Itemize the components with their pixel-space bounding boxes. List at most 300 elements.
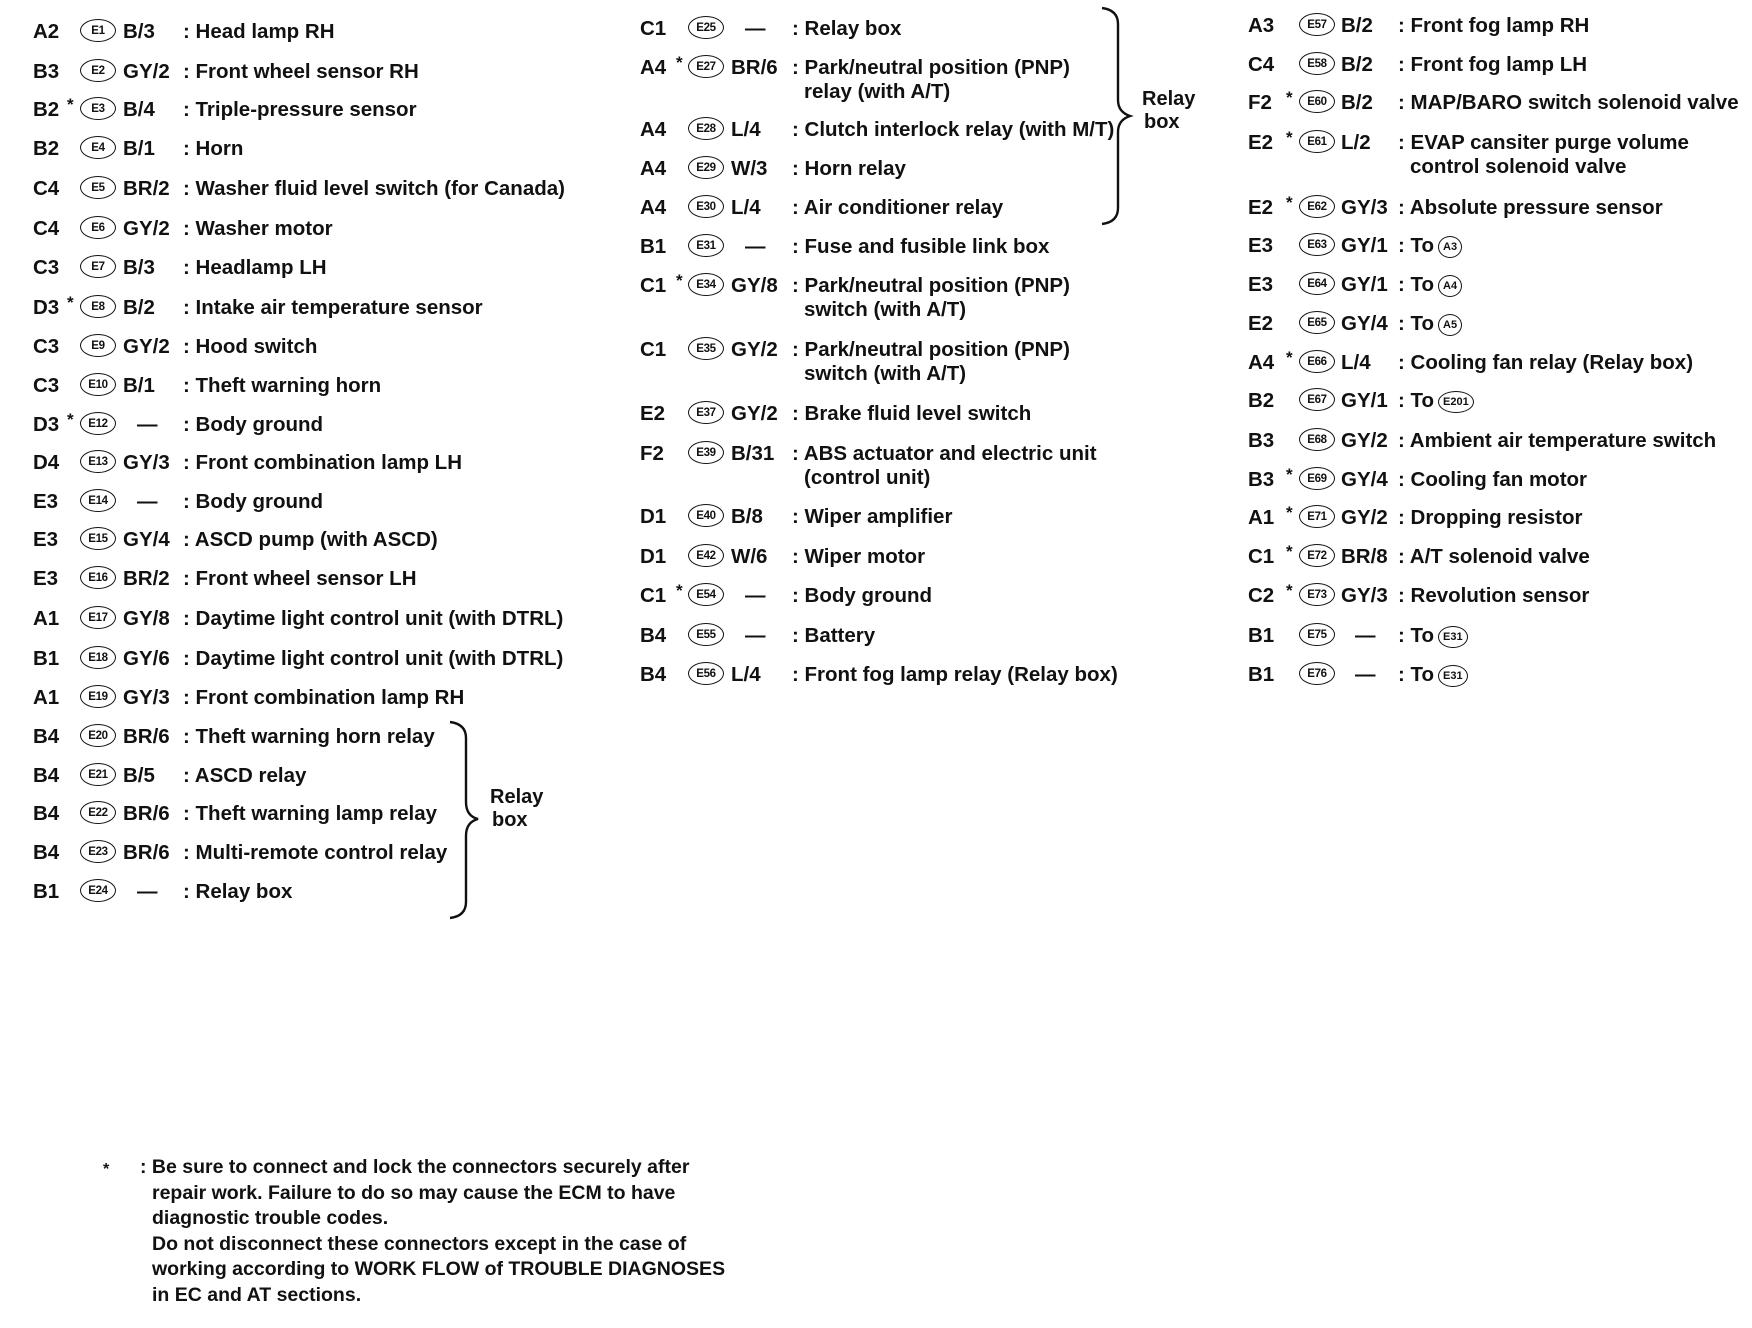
connector-number-badge: E69 — [1299, 467, 1335, 490]
connector-number-badge: E60 — [1299, 90, 1335, 113]
connector-number-badge: E9 — [80, 334, 116, 357]
connector-number-badge: E23 — [80, 840, 116, 863]
grid-reference: B4 — [33, 841, 60, 864]
description-line: : EVAP cansiter purge volume — [1398, 131, 1689, 154]
connector-description — [1398, 312, 1462, 336]
relay-box-label-2: Relay box — [1142, 88, 1196, 133]
connector-color-pins: GY/6 — [123, 647, 170, 670]
grid-reference: B4 — [33, 725, 60, 748]
grid-reference: B1 — [33, 880, 60, 903]
connector-description — [1398, 14, 1589, 38]
connector-description — [183, 60, 419, 84]
connector-number-badge: E31 — [688, 234, 724, 257]
grid-reference: C1 — [640, 17, 667, 40]
connector-number-badge: E2 — [80, 59, 116, 82]
connector-number-badge: E62 — [1299, 195, 1335, 218]
connector-number-badge: E21 — [80, 763, 116, 786]
grid-reference: E2 — [1248, 196, 1274, 219]
grid-reference: E3 — [1248, 234, 1274, 257]
connector-description — [183, 296, 483, 320]
description-line: : ABS actuator and electric unit — [792, 442, 1097, 465]
grid-reference: B1 — [33, 647, 60, 670]
connector-description — [1398, 273, 1462, 297]
connector-number-badge: E68 — [1299, 428, 1335, 451]
connector-description — [1398, 91, 1739, 115]
description-line: : Head lamp RH — [183, 20, 335, 43]
footnote-line: Do not disconnect these connectors except in the case of — [152, 1232, 687, 1255]
connector-description — [792, 56, 1070, 104]
connector-color-pins: GY/2 — [123, 60, 170, 83]
description-line: : Theft warning horn — [183, 374, 382, 397]
ecm-caution-asterisk: * — [1286, 348, 1293, 367]
connector-color-pins: GY/8 — [123, 607, 170, 630]
connector-description — [183, 528, 438, 552]
description-line: : Cooling fan relay (Relay box) — [1398, 351, 1694, 374]
destination-connector-badge: E31 — [1438, 626, 1468, 648]
connector-description — [1398, 506, 1583, 530]
connector-number-badge: E76 — [1299, 662, 1335, 685]
connector-color-pins: GY/4 — [1341, 468, 1388, 491]
connector-number-badge: E42 — [688, 544, 724, 567]
grid-reference: B4 — [640, 663, 667, 686]
connector-color-pins: — — [745, 235, 766, 258]
description-line: : Relay box — [792, 17, 902, 40]
connector-description — [183, 217, 333, 241]
connector-number-badge: E65 — [1299, 311, 1335, 334]
grid-reference: E3 — [33, 528, 59, 551]
grid-reference: D3 — [33, 296, 60, 319]
destination-connector-badge: A4 — [1438, 275, 1462, 297]
connector-color-pins: B/3 — [123, 256, 155, 279]
grid-reference: D1 — [640, 545, 667, 568]
grid-reference: B1 — [640, 235, 667, 258]
connector-color-pins: L/4 — [731, 118, 761, 141]
connector-color-pins: — — [137, 880, 158, 903]
connector-description — [1398, 389, 1474, 413]
connector-color-pins: BR/8 — [1341, 545, 1388, 568]
footnote-asterisk: * — [103, 1161, 110, 1178]
grid-reference: F2 — [640, 442, 664, 465]
connector-number-badge: E72 — [1299, 544, 1335, 567]
connector-color-pins: B/2 — [1341, 91, 1373, 114]
connector-number-badge: E30 — [688, 195, 724, 218]
description-line: : ASCD relay — [183, 764, 307, 787]
grid-reference: C1 — [1248, 545, 1275, 568]
connector-color-pins: GY/2 — [731, 338, 778, 361]
connector-color-pins: L/4 — [1341, 351, 1371, 374]
connector-description — [183, 802, 437, 826]
connector-description — [792, 235, 1049, 259]
connector-description — [183, 256, 327, 280]
connector-description — [792, 402, 1031, 426]
description-line: : Triple-pressure sensor — [183, 98, 417, 121]
connector-color-pins: B/31 — [731, 442, 775, 465]
connector-color-pins: B/1 — [123, 137, 155, 160]
grid-reference: B1 — [1248, 624, 1275, 647]
connector-color-pins: GY/1 — [1341, 234, 1388, 257]
description-line: : Air conditioner relay — [792, 196, 1004, 219]
connector-number-badge: E75 — [1299, 623, 1335, 646]
connector-color-pins: BR/6 — [123, 802, 170, 825]
grid-reference: B2 — [1248, 389, 1275, 412]
connector-number-badge: E22 — [80, 801, 116, 824]
description-line: : Fuse and fusible link box — [792, 235, 1050, 258]
grid-reference: A4 — [640, 196, 667, 219]
connector-color-pins: W/6 — [731, 545, 768, 568]
grid-reference: A3 — [1248, 14, 1275, 37]
grid-reference: E3 — [1248, 273, 1274, 296]
connector-color-pins: BR/6 — [123, 841, 170, 864]
connector-color-pins: — — [745, 584, 766, 607]
connector-color-pins: GY/3 — [123, 451, 170, 474]
description-line: : Body ground — [792, 584, 933, 607]
connector-description — [792, 663, 1118, 687]
destination-connector-badge: E31 — [1438, 665, 1468, 687]
connector-description — [1398, 663, 1468, 687]
connector-description — [1398, 196, 1663, 220]
description-line: : Front fog lamp RH — [1398, 14, 1590, 37]
grid-reference: C1 — [640, 584, 667, 607]
connector-description — [183, 686, 464, 710]
grid-reference: F2 — [1248, 91, 1272, 114]
ecm-caution-asterisk: * — [67, 410, 74, 429]
relay-box-bracket-2 — [1100, 6, 1140, 226]
connector-color-pins: W/3 — [731, 157, 768, 180]
grid-reference: A4 — [640, 157, 667, 180]
connector-description — [792, 196, 1003, 220]
connector-color-pins: GY/3 — [123, 686, 170, 709]
description-line: : Washer motor — [183, 217, 333, 240]
connector-color-pins: B/8 — [731, 505, 763, 528]
connector-color-pins: GY/8 — [731, 274, 778, 297]
connector-number-badge: E67 — [1299, 388, 1335, 411]
description-line: : Horn — [183, 137, 244, 160]
connector-color-pins: BR/2 — [123, 567, 170, 590]
grid-reference: B4 — [33, 764, 60, 787]
grid-reference: D3 — [33, 413, 60, 436]
connector-description — [1398, 351, 1693, 375]
description-line: : To — [1398, 624, 1435, 647]
ecm-caution-asterisk: * — [1286, 128, 1293, 147]
connector-description — [792, 338, 1070, 386]
connector-description — [1398, 468, 1587, 492]
description-line: : Park/neutral position (PNP) — [792, 56, 1070, 79]
connector-number-badge: E6 — [80, 216, 116, 239]
ecm-caution-asterisk: * — [1286, 193, 1293, 212]
connector-number-badge: E13 — [80, 450, 116, 473]
ecm-caution-asterisk: * — [676, 53, 683, 72]
connector-number-badge: E15 — [80, 527, 116, 550]
grid-reference: C1 — [640, 338, 667, 361]
description-line: : Ambient air temperature switch — [1398, 429, 1717, 452]
description-line: : Headlamp LH — [183, 256, 327, 279]
description-line: : Theft warning lamp relay — [183, 802, 438, 825]
grid-reference: D4 — [33, 451, 60, 474]
description-line: : Park/neutral position (PNP) — [792, 274, 1070, 297]
connector-description — [183, 177, 565, 201]
grid-reference: B2 — [33, 137, 60, 160]
grid-reference: B4 — [33, 802, 60, 825]
connector-color-pins: — — [137, 490, 158, 513]
description-line: switch (with A/T) — [804, 298, 967, 321]
connector-description — [183, 20, 335, 44]
connector-number-badge: E14 — [80, 489, 116, 512]
description-line: relay (with A/T) — [804, 80, 951, 103]
connector-color-pins: — — [1355, 663, 1376, 686]
grid-reference: C4 — [33, 217, 60, 240]
connector-color-pins: GY/4 — [123, 528, 170, 551]
connector-number-badge: E12 — [80, 412, 116, 435]
connector-description — [183, 490, 323, 514]
description-line: : Park/neutral position (PNP) — [792, 338, 1070, 361]
connector-color-pins: B/3 — [123, 20, 155, 43]
description-line: control solenoid valve — [1410, 155, 1627, 178]
grid-reference: B3 — [33, 60, 60, 83]
description-line: : Front combination lamp LH — [183, 451, 463, 474]
footnote-line: in EC and AT sections. — [152, 1283, 362, 1306]
connector-description — [183, 647, 563, 671]
grid-reference: B4 — [640, 624, 667, 647]
description-line: : Front combination lamp RH — [183, 686, 465, 709]
connector-number-badge: E71 — [1299, 505, 1335, 528]
connector-number-badge: E73 — [1299, 583, 1335, 606]
connector-number-badge: E4 — [80, 136, 116, 159]
footnote-line: working according to WORK FLOW of TROUBLE DIAGNOSES — [152, 1258, 726, 1280]
grid-reference: A4 — [640, 118, 667, 141]
description-line: : Wiper amplifier — [792, 505, 953, 528]
grid-reference: A1 — [33, 607, 60, 630]
footnote — [103, 1155, 726, 1308]
connector-color-pins: — — [137, 413, 158, 436]
connector-color-pins: GY/3 — [1341, 584, 1388, 607]
grid-reference: B1 — [1248, 663, 1275, 686]
description-line: : To — [1398, 234, 1435, 257]
description-line: : Hood switch — [183, 335, 318, 358]
grid-reference: A2 — [33, 20, 60, 43]
connector-description — [183, 413, 323, 437]
grid-reference: D1 — [640, 505, 667, 528]
description-line: : To — [1398, 273, 1435, 296]
grid-reference: C4 — [1248, 53, 1275, 76]
description-line: : Daytime light control unit (with DTRL) — [183, 607, 564, 630]
connector-number-badge: E61 — [1299, 130, 1335, 153]
description-line: : Washer fluid level switch (for Canada) — [183, 177, 565, 200]
connector-description — [792, 118, 1114, 142]
connector-color-pins: BR/6 — [731, 56, 778, 79]
connector-description — [792, 442, 1097, 490]
ecm-caution-asterisk: * — [1286, 581, 1293, 600]
connector-number-badge: E10 — [80, 373, 116, 396]
grid-reference: E3 — [33, 567, 59, 590]
connector-color-pins: — — [1355, 624, 1376, 647]
connector-color-pins: B/4 — [123, 98, 155, 121]
connector-description — [183, 880, 292, 904]
connector-number-badge: E20 — [80, 724, 116, 747]
connector-number-badge: E3 — [80, 97, 116, 120]
grid-reference: A4 — [1248, 351, 1275, 374]
connector-number-badge: E55 — [688, 623, 724, 646]
connector-color-pins: GY/2 — [123, 217, 170, 240]
connector-number-badge: E39 — [688, 441, 724, 464]
connector-color-pins: B/2 — [1341, 14, 1373, 37]
description-line: : To — [1398, 389, 1435, 412]
grid-reference: A4 — [640, 56, 667, 79]
connector-color-pins: GY/2 — [1341, 429, 1388, 452]
description-line: : To — [1398, 663, 1435, 686]
connector-description — [183, 567, 417, 591]
ecm-caution-asterisk: * — [676, 581, 683, 600]
connector-number-badge: E56 — [688, 662, 724, 685]
connector-description — [183, 725, 435, 749]
description-line: : Dropping resistor — [1398, 506, 1583, 529]
connector-color-pins: GY/1 — [1341, 389, 1388, 412]
description-line: : Body ground — [183, 490, 324, 513]
connector-description — [792, 584, 932, 608]
connector-description — [792, 545, 925, 569]
connector-color-pins: BR/2 — [123, 177, 170, 200]
connector-description — [1398, 545, 1590, 569]
connector-number-badge: E58 — [1299, 52, 1335, 75]
grid-reference: C3 — [33, 335, 60, 358]
connector-color-pins: — — [745, 624, 766, 647]
connector-color-pins: L/4 — [731, 196, 761, 219]
ecm-caution-asterisk: * — [676, 271, 683, 290]
grid-reference: A1 — [1248, 506, 1275, 529]
description-line: : Multi-remote control relay — [183, 841, 448, 864]
connector-description — [183, 841, 447, 865]
connector-description — [1398, 234, 1462, 258]
connector-color-pins: GY/4 — [1341, 312, 1388, 335]
connector-color-pins: L/2 — [1341, 131, 1371, 154]
description-line: : Theft warning horn relay — [183, 725, 435, 748]
description-line: : Revolution sensor — [1398, 584, 1590, 607]
connector-number-badge: E17 — [80, 606, 116, 629]
connector-description — [792, 157, 906, 181]
connector-description — [183, 335, 317, 359]
connector-description — [183, 374, 381, 398]
ecm-caution-asterisk: * — [1286, 542, 1293, 561]
connector-color-pins: GY/2 — [731, 402, 778, 425]
description-line: : A/T solenoid valve — [1398, 545, 1590, 568]
connector-number-badge: E28 — [688, 117, 724, 140]
description-line: : To — [1398, 312, 1435, 335]
connector-number-badge: E35 — [688, 337, 724, 360]
connector-color-pins: — — [745, 17, 766, 40]
connector-color-pins: BR/6 — [123, 725, 170, 748]
connector-number-badge: E34 — [688, 273, 724, 296]
grid-reference: C3 — [33, 374, 60, 397]
grid-reference: B2 — [33, 98, 60, 121]
description-line: : MAP/BARO switch solenoid valve — [1398, 91, 1739, 114]
destination-connector-badge: E201 — [1438, 391, 1474, 413]
description-line: : Front wheel sensor LH — [183, 567, 417, 590]
connector-number-badge: E25 — [688, 16, 724, 39]
ecm-caution-asterisk: * — [1286, 503, 1293, 522]
connector-color-pins: B/2 — [123, 296, 155, 319]
description-line: (control unit) — [804, 466, 931, 489]
connector-description — [792, 17, 901, 41]
description-line: : Front fog lamp relay (Relay box) — [792, 663, 1118, 686]
description-line: : Cooling fan motor — [1398, 468, 1588, 491]
description-line: : Front wheel sensor RH — [183, 60, 419, 83]
connector-color-pins: GY/1 — [1341, 273, 1388, 296]
ecm-caution-asterisk: * — [1286, 465, 1293, 484]
description-line: : Clutch interlock relay (with M/T) — [792, 118, 1115, 141]
connector-number-badge: E40 — [688, 504, 724, 527]
relay-box-label-1: Relay box — [490, 786, 544, 831]
ecm-caution-asterisk: * — [1286, 88, 1293, 107]
connector-number-badge: E63 — [1299, 233, 1335, 256]
connector-number-badge: E16 — [80, 566, 116, 589]
connector-description — [1398, 429, 1716, 453]
grid-reference: E3 — [33, 490, 59, 513]
connector-description — [1398, 624, 1468, 648]
footnote-line: diagnostic trouble codes. — [152, 1207, 389, 1229]
connector-description — [183, 764, 306, 788]
connector-description — [183, 98, 417, 122]
description-line: : Absolute pressure sensor — [1398, 196, 1663, 219]
connector-description — [792, 274, 1070, 322]
grid-reference: E2 — [640, 402, 666, 425]
grid-reference: B3 — [1248, 468, 1275, 491]
grid-reference: C3 — [33, 256, 60, 279]
connector-number-badge: E54 — [688, 583, 724, 606]
description-line: : ASCD pump (with ASCD) — [183, 528, 438, 551]
connector-description — [1398, 584, 1589, 608]
connector-number-badge: E29 — [688, 156, 724, 179]
connector-number-badge: E27 — [688, 55, 724, 78]
destination-connector-badge: A3 — [1438, 236, 1462, 258]
grid-reference: B3 — [1248, 429, 1275, 452]
footnote-line: : Be sure to connect and lock the connectors securely after — [140, 1156, 690, 1178]
grid-reference: C2 — [1248, 584, 1275, 607]
connector-number-badge: E18 — [80, 646, 116, 669]
grid-reference: C1 — [640, 274, 667, 297]
connector-description — [183, 137, 243, 161]
connector-number-badge: E64 — [1299, 272, 1335, 295]
connector-number-badge: E19 — [80, 685, 116, 708]
connector-number-badge: E8 — [80, 295, 116, 318]
grid-reference: A1 — [33, 686, 60, 709]
connector-color-pins: GY/2 — [123, 335, 170, 358]
connector-color-pins: B/1 — [123, 374, 155, 397]
connector-number-badge: E5 — [80, 176, 116, 199]
footnote-line: repair work. Failure to do so may cause the ECM to have — [152, 1181, 676, 1204]
connector-color-pins: GY/3 — [1341, 196, 1388, 219]
connector-number-badge: E66 — [1299, 350, 1335, 373]
connector-color-pins: B/2 — [1341, 53, 1373, 76]
description-line: : Daytime light control unit (with DTRL) — [183, 647, 564, 670]
connector-number-badge: E37 — [688, 401, 724, 424]
connector-number-badge: E1 — [80, 19, 116, 42]
description-line: : Horn relay — [792, 157, 906, 180]
connector-description — [1398, 53, 1587, 77]
relay-box-bracket-1 — [448, 720, 488, 920]
connector-color-pins: L/4 — [731, 663, 761, 686]
ecm-caution-asterisk: * — [67, 293, 74, 312]
description-line: : Front fog lamp LH — [1398, 53, 1588, 76]
description-line: : Relay box — [183, 880, 293, 903]
connector-number-badge: E57 — [1299, 13, 1335, 36]
description-line: : Intake air temperature sensor — [183, 296, 483, 319]
connector-number-badge: E24 — [80, 879, 116, 902]
grid-reference: C4 — [33, 177, 60, 200]
description-line: : Battery — [792, 624, 876, 647]
description-line: : Body ground — [183, 413, 324, 436]
connector-description — [183, 451, 462, 475]
description-line: : Wiper motor — [792, 545, 926, 568]
connector-color-pins: B/5 — [123, 764, 155, 787]
